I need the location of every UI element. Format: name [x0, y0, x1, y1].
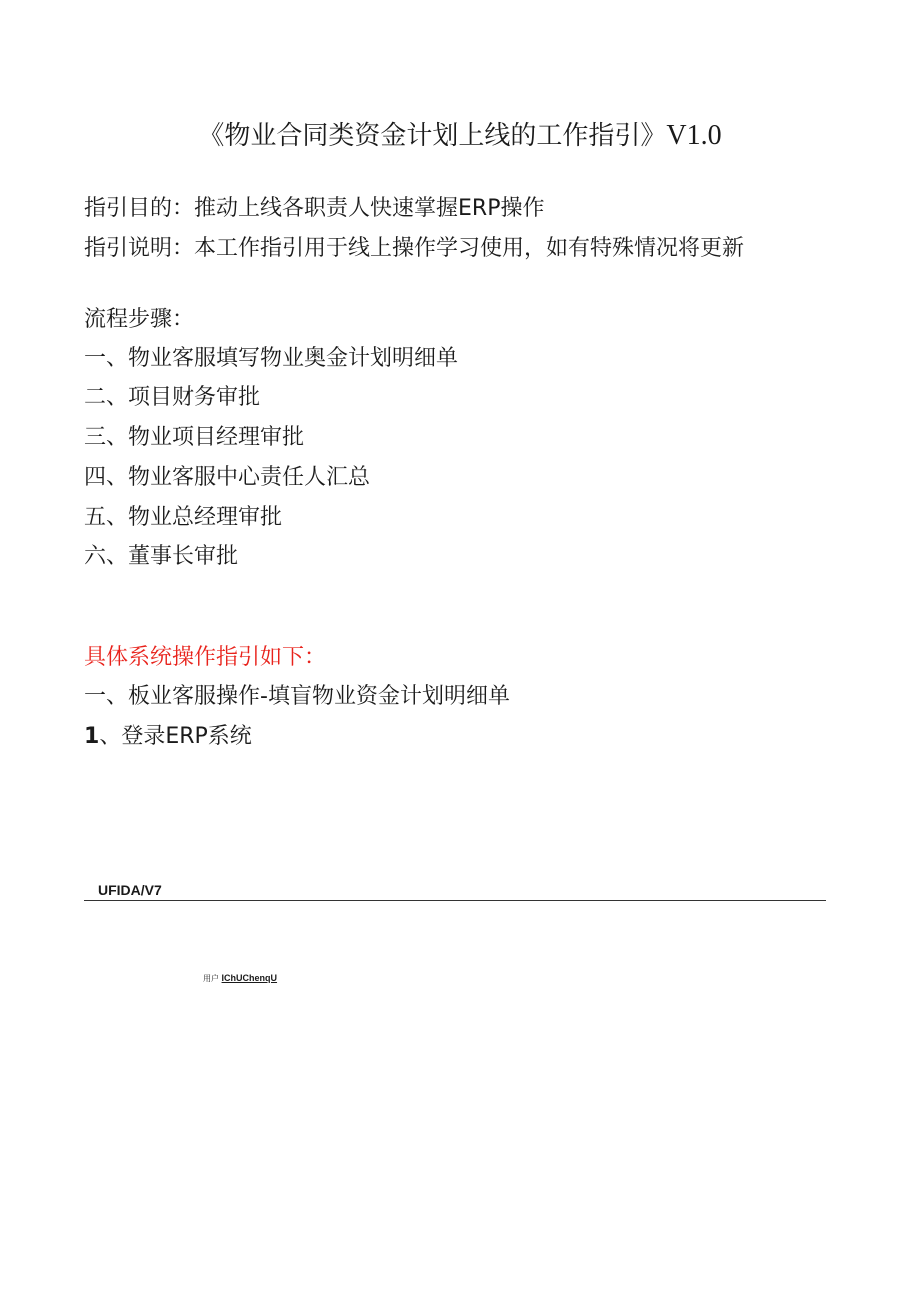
ufida-logo: UFIDA/V7 — [98, 882, 162, 898]
guide-purpose: 指引目的：推动上线各职责人快速掌握ERP操作 — [84, 196, 545, 221]
operations-step-one — [84, 720, 252, 754]
operations-heading: 具体系统操作指引如下： — [84, 645, 327, 670]
process-step: 六、董事长审批 — [84, 544, 239, 569]
user-field — [203, 972, 277, 985]
user-label: 用户 — [203, 974, 219, 983]
process-step: 三、物业项目经理审批 — [84, 425, 305, 450]
document-title-text: 《物业合同类资金计划上线的工作指引》 — [198, 121, 667, 151]
guide-description: 指引说明：本工作指引用于线上操作学习使用，如有特殊情况将更新 — [84, 236, 745, 261]
process-step: 五、物业总经理审批 — [84, 505, 283, 530]
process-step: 二、项目财务审批 — [84, 385, 261, 410]
operations-section-one: 一、板业客服操作-填盲物业资金计划明细单 — [84, 684, 510, 709]
process-step: 一、物业客服填写物业奥金计划明细单 — [84, 346, 459, 371]
process-heading: 流程步骤： — [84, 307, 195, 332]
document-title — [0, 116, 920, 156]
divider — [84, 900, 826, 901]
step-number: 1 — [84, 724, 100, 749]
user-value[interactable]: IChUChenqU — [221, 973, 278, 983]
document-version: V1.0 — [666, 120, 722, 151]
step-text: 、登录ERP系统 — [99, 724, 252, 749]
process-step: 四、物业客服中心责任人汇总 — [84, 465, 371, 490]
